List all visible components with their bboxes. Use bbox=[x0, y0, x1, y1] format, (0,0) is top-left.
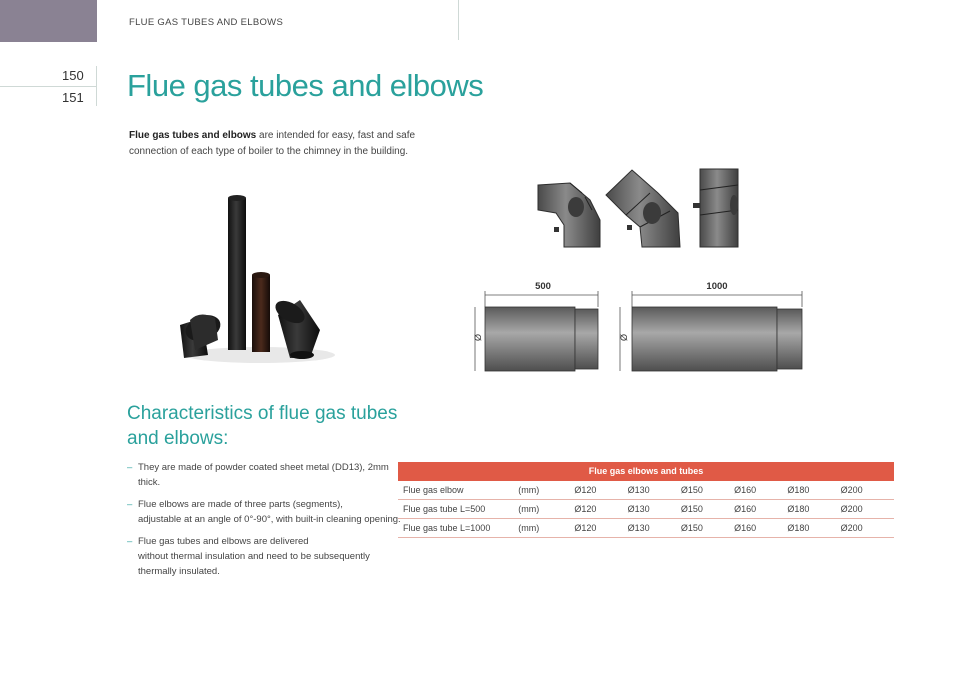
characteristics-title: Characteristics of flue gas tubes and elbows: bbox=[127, 403, 398, 449]
row-unit: (mm) bbox=[518, 500, 574, 519]
table-cell: Ø150 bbox=[681, 481, 734, 500]
table-cell: Ø200 bbox=[841, 481, 894, 500]
table-cell: Ø150 bbox=[681, 500, 734, 519]
bullet-text: Flue elbows are made of three parts (segments), adjustable at an angle of 0°-90°, with built-in cleaning opening. bbox=[138, 499, 401, 525]
list-item bbox=[127, 534, 407, 579]
list-item bbox=[127, 460, 407, 490]
diameter-symbol-500: Ø bbox=[473, 333, 483, 341]
row-unit: (mm) bbox=[518, 519, 574, 538]
table-cell: Ø160 bbox=[734, 500, 787, 519]
row-name: Flue gas elbow bbox=[398, 481, 518, 500]
elbow-straight bbox=[693, 169, 738, 247]
product-photo-tubes-elbows bbox=[170, 190, 340, 370]
bullet-text: Flue gas tubes and elbows are delivered without thermal insulation and need to be subsequently thermally insulated. bbox=[138, 536, 370, 577]
table-row bbox=[398, 519, 894, 538]
tube-dimension-drawings bbox=[465, 275, 815, 385]
table-cell: Ø200 bbox=[841, 500, 894, 519]
table-cell: Ø120 bbox=[574, 519, 627, 538]
table-cell: Ø180 bbox=[787, 481, 840, 500]
elbow-45-degree bbox=[606, 170, 680, 247]
header-divider bbox=[458, 0, 459, 40]
dimension-500-label: 500 bbox=[535, 281, 551, 292]
row-name: Flue gas tube L=1000 bbox=[398, 519, 518, 538]
table-cell: Ø160 bbox=[734, 519, 787, 538]
table-cell: Ø120 bbox=[574, 500, 627, 519]
intro-paragraph bbox=[129, 128, 419, 160]
bullet-dash: – bbox=[127, 462, 133, 473]
table-row bbox=[398, 481, 894, 500]
table-cell: Ø160 bbox=[734, 481, 787, 500]
intro-bold: Flue gas tubes and elbows bbox=[129, 130, 257, 141]
corner-color-block bbox=[0, 0, 97, 42]
bullet-dash: – bbox=[127, 499, 133, 510]
elbow-90-degree bbox=[538, 183, 600, 247]
intro-text: are intended for easy, fast and safe connection of each type of boiler to the chimney in the building. bbox=[129, 130, 416, 157]
spec-table bbox=[398, 462, 894, 538]
characteristics-list bbox=[127, 460, 407, 586]
running-header: FLUE GAS TUBES AND ELBOWS bbox=[129, 17, 284, 28]
page-number-right: 151 bbox=[62, 90, 84, 105]
bullet-dash: – bbox=[127, 536, 133, 547]
page-title: Flue gas tubes and elbows bbox=[127, 68, 484, 103]
table-header: Flue gas elbows and tubes bbox=[398, 462, 894, 481]
table-row bbox=[398, 500, 894, 519]
table-cell: Ø120 bbox=[574, 481, 627, 500]
dimension-1000-label: 1000 bbox=[706, 281, 728, 292]
table-cell: Ø150 bbox=[681, 519, 734, 538]
table-cell: Ø130 bbox=[628, 519, 681, 538]
elbow-illustrations bbox=[530, 165, 750, 255]
table-cell: Ø180 bbox=[787, 519, 840, 538]
table-cell: Ø200 bbox=[841, 519, 894, 538]
page-number-divider bbox=[0, 86, 97, 87]
table-cell: Ø130 bbox=[628, 481, 681, 500]
page-number-left: 150 bbox=[62, 68, 84, 83]
table-cell: Ø130 bbox=[628, 500, 681, 519]
row-unit: (mm) bbox=[518, 481, 574, 500]
table-cell: Ø180 bbox=[787, 500, 840, 519]
row-name: Flue gas tube L=500 bbox=[398, 500, 518, 519]
list-item bbox=[127, 497, 407, 527]
diameter-symbol-1000: Ø bbox=[619, 333, 629, 341]
bullet-text: They are made of powder coated sheet metal (DD13), 2mm thick. bbox=[138, 462, 389, 488]
page-number-vertical-line bbox=[96, 66, 97, 106]
